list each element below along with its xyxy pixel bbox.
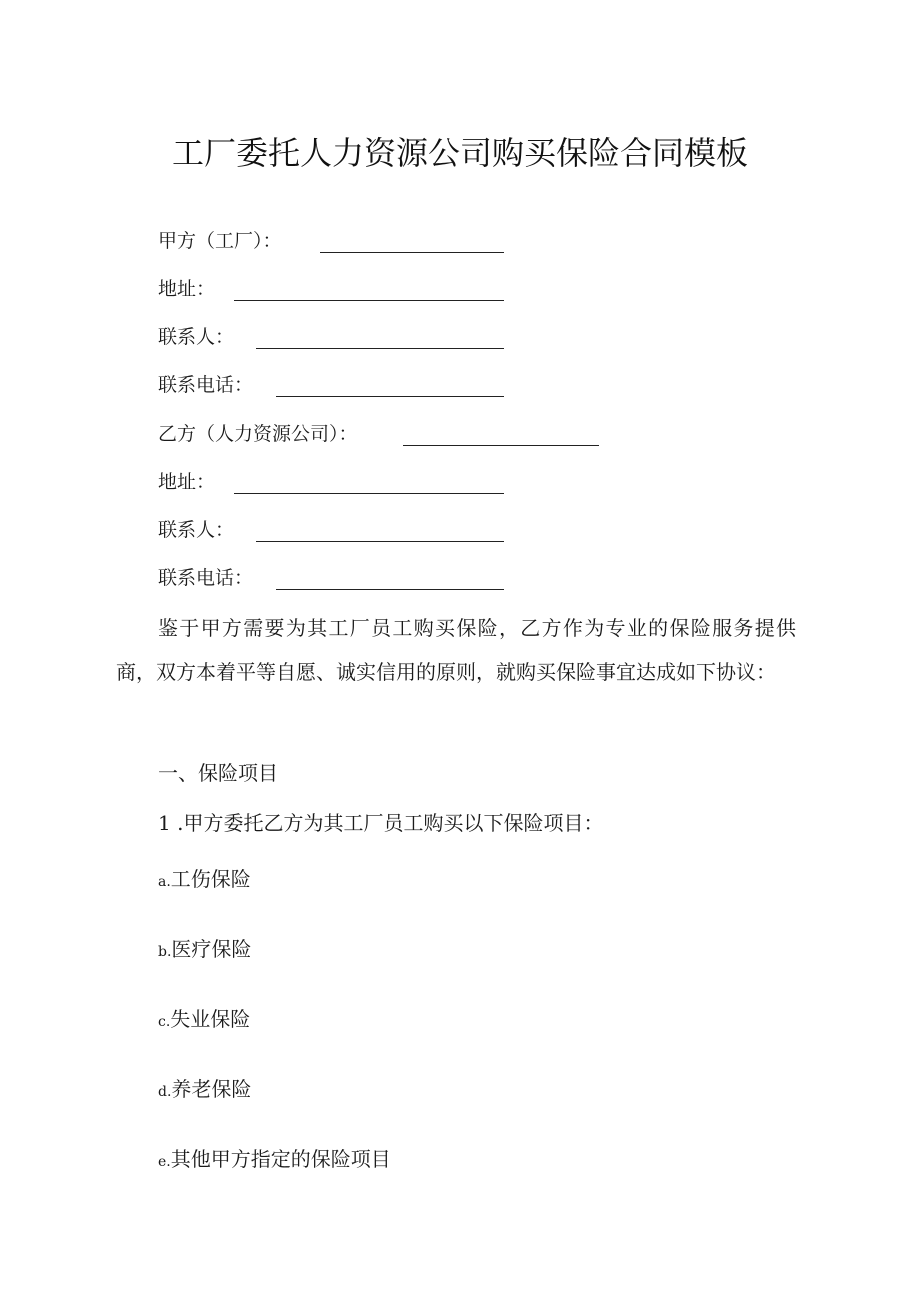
- party-a-address-blank[interactable]: [234, 277, 504, 301]
- item-prefix: c.: [158, 1014, 171, 1030]
- item-text: 养老保险: [171, 1077, 252, 1101]
- party-a-phone-label: 联系电话：: [158, 374, 254, 396]
- party-b-address-blank[interactable]: [234, 470, 504, 494]
- item-text: 其他甲方指定的保险项目: [170, 1147, 391, 1171]
- party-b-contact-row: [158, 518, 234, 542]
- clause-1: 1 .甲方委托乙方为其工厂员工购买以下保险项目：: [158, 811, 604, 835]
- insurance-item: [158, 937, 251, 964]
- party-b-label: 乙方（人力资源公司）：: [158, 423, 358, 445]
- item-prefix: b.: [158, 944, 172, 960]
- party-a-contact-label: 联系人：: [158, 326, 235, 348]
- insurance-item: [158, 1007, 250, 1034]
- party-b-contact-blank[interactable]: [256, 518, 504, 542]
- item-prefix: e.: [158, 1154, 171, 1170]
- party-b-address-row: [158, 470, 215, 494]
- preamble-paragraph: 鉴于甲方需要为其工厂员工购买保险，乙方作为专业的保险服务提供商，双方本着平等自愿、诚实信用的原则，就购买保险事宜达成如下协议：: [116, 616, 796, 684]
- item-text: 医疗保险: [171, 937, 252, 961]
- party-a-address-label: 地址：: [158, 278, 216, 300]
- insurance-item: [158, 1077, 251, 1104]
- party-a-address-row: [158, 277, 215, 301]
- insurance-item: [158, 1147, 391, 1174]
- party-b-phone-label: 联系电话：: [158, 567, 254, 589]
- party-b-address-label: 地址：: [158, 471, 216, 493]
- document-title: 工厂委托人力资源公司购买保险合同模板: [171, 134, 748, 172]
- party-b-phone-row: [158, 566, 253, 590]
- item-text: 失业保险: [170, 1007, 251, 1031]
- party-b-name-blank[interactable]: [403, 422, 599, 446]
- party-b-name-row: [158, 422, 358, 446]
- party-a-contact-blank[interactable]: [256, 325, 504, 349]
- item-prefix: d.: [158, 1084, 172, 1100]
- party-a-name-row: [158, 229, 282, 253]
- party-a-label: 甲方（工厂）：: [158, 230, 282, 252]
- party-b-phone-blank[interactable]: [276, 566, 504, 590]
- party-b-contact-label: 联系人：: [158, 519, 235, 541]
- party-a-contact-row: [158, 325, 234, 349]
- insurance-item: [158, 867, 251, 894]
- item-text: 工伤保险: [170, 867, 251, 891]
- section-1-heading: 一、保险项目: [158, 761, 278, 785]
- party-a-phone-blank[interactable]: [276, 373, 504, 397]
- party-a-phone-row: [158, 373, 253, 397]
- item-prefix: a.: [158, 874, 171, 890]
- party-a-name-blank[interactable]: [320, 229, 504, 253]
